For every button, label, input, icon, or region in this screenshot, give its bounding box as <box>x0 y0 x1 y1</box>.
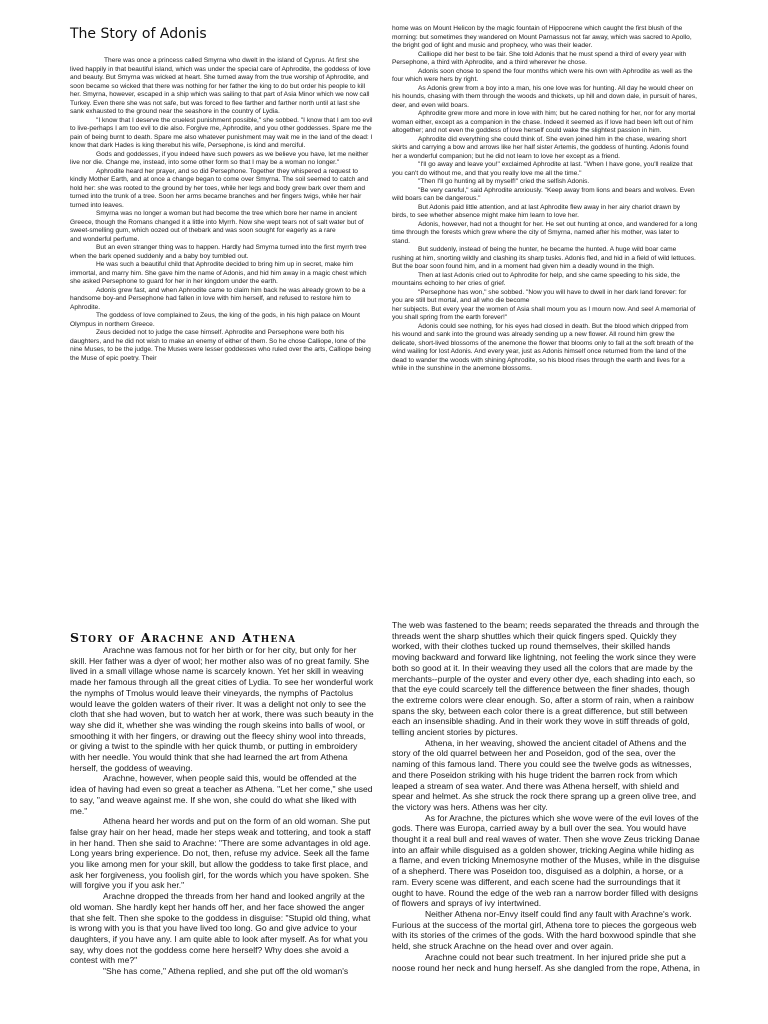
paragraph: "She has come," Athena replied, and she put off the old woman's <box>103 966 349 977</box>
paragraph: Adonis, however, had not a thought for her. He set out hunting at once, and wandered for a long time through the forests which grew where the city of Smyrna, named after his mother, was later to stand. <box>392 220 698 245</box>
paragraph: Arachne, however, when people said this, would be offended at the idea of having had even so great a teacher as Athena. "Let her come," she used to say, "and weave against me. If she won, she could do what she liked with me." <box>70 773 373 816</box>
paragraph: As for Arachne, the pictures which she wove were of the evil loves of the gods. There was Europa, carried away by a bull over the sea. You would have thought it a real bull and real waves of water. Then she wove Zeus tricking Danae into an affair while disguised as a golden shower, tricking Aegina while hiding as a flame, and even tricking Mnemosyne mother of the Muses, while in the disguise of a shepherd. There was Poseidon too, disguised as a dolphin, a horse, or a ram. Every scene was different, and each scene had the surroundings that it ought to have. Round the edge of the web ran a narrow border filled with designs of flowers and sprays of ivy intertwined. <box>392 812 700 909</box>
paragraph: He was such a beautiful child that Aphrodite decided to bring him up in secret, make him immortal, and marry him. She gave him the name of Adonis, and hid him away in a magic chest which she asked Persephone to guard for her in her kingdom under the earth. <box>70 261 367 285</box>
paragraph: Adonis soon chose to spend the four months which were his own with Aphrodite as well as the four which were hers by right. <box>392 67 693 83</box>
paragraph: But Adonis paid little attention, and at last Aphrodite flew away in her airy chariot drawn by birds, to see whether absence might make him learn to love her. <box>392 203 681 219</box>
adonis-story-title: The Story of Adonis <box>70 26 207 42</box>
paragraph: Arachne dropped the threads from her hand and looked angrily at the old woman. She hardly kept her hands off her, and her face showed the anger that she felt. Then she spoke to the goddess in disguise: "Stupid old thing, what is wrong with you is that you have lived too long. Go and give advice to your daughters, if you have any. I am quite able to look after myself. As for what you say, why does not the goddess come here herself? Why does she avoid a contest with me?" <box>70 891 371 966</box>
paragraph: Arachne was famous not for her birth or for her city, but only for her skill. Her father was a dyer of wool; her mother also was of no great family. She lived in a small village whose name is scarcely known. Yet her skill in weaving made her famous through all the great cities of Lydia. To see her wonderful work the nymphs of Tmolus would leave their vineyards, the nymphs of Pactolus would leave the golden waters of their river. It was a delight not only to see the cloth that she had woven, but to watch her at work, there was such beauty in the way she did it, whether she was winding the rough skeins into balls of wool, or smoothing it with her fingers, or drawing out the fleecy shiny wool into threads, or giving a twist to the spindle with her quick thumb, or putting in embroidery with her needle. You would think that she had learned the art from Athena herself, the goddess of weaving. <box>70 645 374 773</box>
paragraph: Adonis could see nothing, for his eyes had closed in death. But the blood which dripped from his wound and sank into the ground was already sending up a new flower. All round him grew the delicate, short-lived blossoms of the anemone the flower that blooms only to fall at the soft breath of the wind wailing for lost Adonis. And every year, just as Adonis himself once returned from the land of the dead to wander the woods with shining Aphrodite, so his blood rises through the earth and lives for a while in the sunshine in the anemone blossoms. <box>392 322 694 372</box>
paragraph: Arachne could not bear such treatment. In her injured pride she put a noose round her neck and hung herself. As she dangled from the rope, Athena, in <box>392 951 700 973</box>
arachne-story-title: Story of Arachne and Athena <box>70 630 297 645</box>
paragraph: home was on Mount Helicon by the magic fountain of Hippocrene which caught the first blush of the morning: but sometimes they wandered on Mount Parnassus not far away, which was sacred to Apollo, the bright god of light and music and prophecy, who was their leader. <box>392 25 692 49</box>
paragraph: But an even stranger thing was to happen. Hardly had Smyrna turned into the first myrrh tree when the bark opened suddenly and a baby boy tumbled out. <box>70 244 367 260</box>
paragraph: and wonderful perfume. <box>70 235 140 243</box>
paragraph: Aphrodite grew more and more in love with him; but he cared nothing for her, nor for any mortal woman either, except as a companion in the chase. Indeed it seemed as if love had been left out of him altogether; and not even the goddess of love herself could wake the slightest passion in him. <box>392 110 696 134</box>
paragraph: Aphrodite. <box>70 303 101 311</box>
paragraph: There was once a princess called Smyrna who dwelt in the island of Cyprus. At first she lived happily in that beautiful island, which was under the special care of Aphrodite, the goddess of love and beauty. But Smyrna was wicked at heart. She turned away from the true worship of Aphrodite, and soon became so wicked that there was nothing for her father the king to do but order his people to kill her. Smyrna, however, escaped in a ship which was sailing to that part of Asia Minor which we now call Turkey. Even there she was not safe, but was forced to flee farther and farther north until at last she sank exhausted to the ground near the seashore in the country of Lydia. <box>70 57 371 115</box>
arachne-column-left <box>70 645 374 1024</box>
paragraph: her subjects. But every year the women of Asia shall mourn you as I mourn now. And see! A memorial of you shall spring from the earth forever!" <box>392 305 696 321</box>
paragraph: "I know that I deserve the cruelest punishment possible," she sobbed. "I know that I am too evil to live-perhaps I am too evil to die also. Forgive me, Aphrodite, and you other goddesses. Spare me the pain of being burnt to death. Spare me also whatever punishment may wait me in the land of the dead: I know that dark Hades is king therebut his wife, Persephone, is kind and merciful. <box>70 116 373 149</box>
paragraph: Athena heard her words and put on the form of an old woman. She put false gray hair on her head, made her steps weak and tottering, and took a staff in her hand. Then she said to Arachne: "There are some advantages in old age. Long years bring experience. Do not, then, refuse my advice. Seek all the fame you like among men for your skill, but allow the goddess to take first place, and ask her forgiveness, you foolish girl, for the words which you have spoken. She will forgive you if you ask her." <box>70 816 371 891</box>
paragraph: But suddenly, instead of being the hunter, he became the hunted. A huge wild boar came rushing at him, snorting wildly and clashing its sharp tusks. Adonis fled, and hid in a field of wild lettuces. But the boar soon found him, and in a moment had given him a deadly wound in the thigh. <box>392 246 696 270</box>
paragraph: Gods and goddesses, if you indeed have such powers as we believe you have, let me neither live nor die. Change me, instead, into some other form so that I may be a woman no longer." <box>70 150 369 166</box>
paragraph: Aphrodite heard her prayer, and so did Persephone. Together they whispered a request to kindly Mother Earth, and at once a change began to come over Smyrna. The soil seemed to catch and hold her: she was rooted to the ground by her toes, while her legs and body grew bark over them and turned into the trunk of a tree. Soon her arms became branches and her fingers twigs, while her hair turned into leaves. <box>70 167 369 209</box>
paragraph: "Persephone has won," she sobbed. "Now you will have to dwell in her dark land forever: for you are still but mortal, and all who die become <box>392 288 687 304</box>
paragraph: Athena, in her weaving, showed the ancient citadel of Athens and the story of the old quarrel between her and Poseidon, god of the sea, over the naming of this famous land. There you could see the twelve gods as witnesses, and there Poseidon striking with his huge trident the barren rock from which leaped a stream of sea water. And there was Athena herself, with shield and spear and helmet. As she struck the rock there sprang up a green olive tree, and the victory was hers. Athens was her city. <box>392 737 697 812</box>
paragraph: Then at last Adonis cried out to Aphrodite for help, and she came speeding to his side, the mountains echoing to her cries of grief. <box>392 271 681 287</box>
adonis-column-right <box>392 25 698 543</box>
paragraph: As Adonis grew from a boy into a man, his one love was for hunting. All day he would cheer on his hounds, chasing with them through the woods and thickets, up hill and down dale, in pursuit of hares, deer, and even wild boars. <box>392 84 697 109</box>
adonis-column-left <box>70 57 374 542</box>
paragraph: Smyrna was no longer a woman but had become the tree which bore her name in ancient Greece, though the Romans changed it a little into Myrrh. Now she wept tears not of salt water but of sweet-smelling gum, which oozed out of thebark and was soon sought for eagerly as a rare <box>70 210 364 234</box>
paragraph: Neither Athena nor-Envy itself could find any fault with Arachne's work. Furious at the success of the mortal girl, Athena tore to pieces the gorgeous web with its stories of the crimes of the gods. With the hard boxwood spindle that she held, she struck Arachne on the head over and over again. <box>392 908 697 952</box>
paragraph: "Be very careful," said Aphrodite anxiously. "Keep away from lions and bears and wolves. Even wild boars can be dangerous." <box>392 186 695 202</box>
paragraph: Adonis grew fast, and when Aphrodite came to claim him back he was already grown to be a handsome boy-and Persephone had fallen in love with him herself, and refused to restore him to <box>70 286 366 302</box>
arachne-column-right <box>392 620 700 1024</box>
paragraph: "I'll go away and leave you!" exclaimed Aphrodite at last. "When I have gone, you'll realize that you can't do without me, and that you really love me all the time." <box>392 161 693 177</box>
paragraph: Aphrodite did everything she could think of. She even joined him in the chase, wearing short skirts and carrying a bow and arrows like her half sister Artemis, the goddess of hunting. Adonis found her a wonderful companion; but he did not learn to love her except as a friend. <box>392 135 689 160</box>
paragraph: The web was fastened to the beam; reeds separated the threads and through the threads went the sharp shuttles which their quick fingers sped. Quickly they worked, with their clothes tucked up round themselves, their skilled hands moving backward and forward like lightning, not feeling the work since they were both so good at it. In their weaving they used all the colors that are made by the merchants--purple of the oyster and every other dye, each shading into each, so that the eye could scarcely tell the difference between the finer shades, though the extreme colors were clear enough. So, after a storm of rain, when a rainbow spans the sky, between each color there is a great difference, but still between each an insensible shading. And in their work they wove in stiff threads of gold, telling ancient stories by pictures. <box>392 620 699 738</box>
paragraph: The goddess of love complained to Zeus, the king of the gods, in his high palace on Mount Olympus in northern Greece. <box>70 312 360 328</box>
paragraph: Zeus decided not to judge the case himself. Aphrodite and Persephone were both his daughters, and he did not wish to make an enemy of either of them. So he chose Calliope, lone of the nine Muses, to be the judge. The Muses were lesser goddesses who ruled over the arts, Calliope being the Muse of epic poetry. Their <box>70 329 371 362</box>
paragraph: Calliope did her best to be fair. She told Adonis that he must spend a third of every year with Persephone, a third with Aphrodite, and a third wherever he chose. <box>392 50 687 66</box>
paragraph: "Then I'll go hunting all by myself!" cried the selfish Adonis. <box>418 178 590 185</box>
